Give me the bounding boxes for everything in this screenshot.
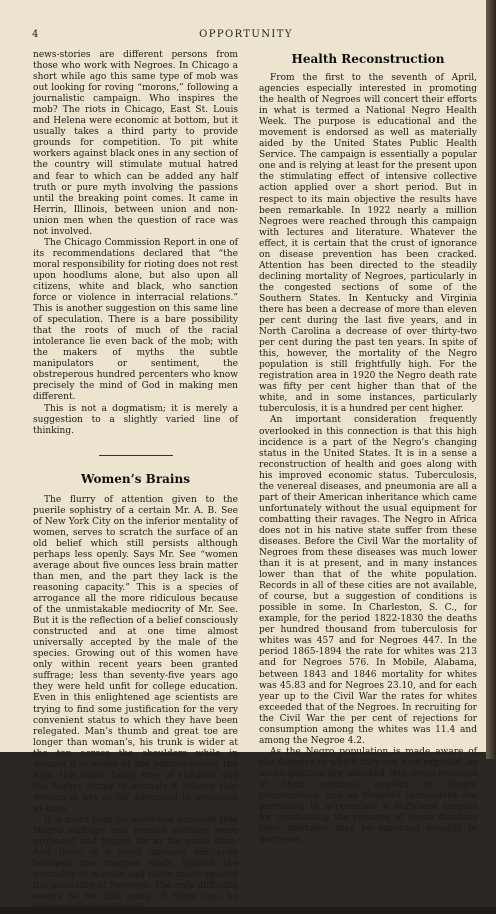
paragraph: As the Negro population is made aware of the dangers to which they are now exposed, as municipalities are shocked into consciousness of their criminal neglect of Negro communities, and as Negroes themselves are permitted to accumulate a sufficient surplus for combatting the ravages of these diseases their mortality may be expected steadily to decrease. [259, 746, 477, 846]
paragraph: This is not a dogmatism; it is merely a suggestion to a slightly varied line of thinking. [33, 403, 238, 436]
section-heading-health-reconstruction: Health Reconstruction [291, 52, 445, 66]
paragraph: news-stories are different persons from those who work with Negroes. In Chicago a short while ago this same type of mob was out looking for roving “morons,” following a journalistic campaign. Who inspires the mob? The riots in Chicago, East St. Louis and Helena were economic at bottom, but it usually takes a third party to provide grounds for competition. To pit white workers against black ones in any section of the country will stimulate mutual hatred and fear to which can be added any half truth or pure myth involving the passions until the breaking point comes. It came in Herrin, Illinois, between union and non-union men when the question of race was not involved. [33, 50, 238, 237]
paragraph: An important consideration frequently overlooked in this connection is that this high incidence is a part of the Negro’s changing status in the United States. It is in a sense a reconstruction of health and goes along with his improved economic status. Tuberculosis, the venereal diseases, and pneumonia are all a part of their American inheritance which came unfortunately without the usual equipment for combatting their ravages. The Negro in Africa does not in his native state suffer from these diseases. Before the Civil War the mortality of Negroes from these diseases was much lower than it is at present, and in many instances lower than that of the white population. Records in all of these cities are not available, of course, but a suggestion of conditions is possible in some. In Charleston, S. C., for example, for the period 1822-1830 the deaths per hundred thousand from tuberculosis for whites was 457 and for Negroes 447. In the period 1865-1894 the rate for whites was 213 and for Negroes 576. In Mobile, Alabama, between 1843 and 1846 mortality for whites was 45.83 and for Negroes 23.10, and for each year up to the Civil War the rates for whites exceeded that of the Negroes. In recruiting for the Civil War the per cent of rejections for consumption among the whites was 11.4 and among the Negroe 4.2. [259, 415, 477, 746]
section-divider [99, 455, 173, 456]
page-number: 4 [32, 29, 39, 40]
page-header [22, 29, 470, 45]
running-title: OPPORTUNITY [199, 29, 293, 40]
paragraph: From the first to the seventh of April, agencies especially interested in promoting the health of Negroes will concert their efforts in what is termed a National Negro Health Week. The purpose is educational and the movement is endorsed as well as materially aided by the United States Public Health Service. The campaign is essentially a popular one and is relying at least for the present upon the stimulating effect of intensive collective action applied over a short period. But in respect to its main objective the results have been remarkable. In 1922 nearly a million Negroes were reached through this campaign with lectures and literature. Whatever the effect, it is certain that the crust of ignorance on disease prevention has been cracked. Attention has been directed to the steadily declining mortality of Negroes, particularly in the congested sections of some of the Southern States. In Kentucky and Virginia there has been a decrease of more than eleven per cent during the last five years, and in North Carolina a decrease of over thirty-two per cent during the past ten years. In spite of this, however, the mortality of the Negro population is still frightfully high. For the registration area in 1920 the Negro death rate was fifty per cent higher than that of the white, and in some instances, particularly tuberculosis, it is a hundred per cent higher. [259, 73, 477, 415]
paragraph: The flurry of attention given to the puerile sophistry of a certain Mr. A. B. See of New York City on the inferior mentality of women, serves to scratch the surface of an old belief which still persists although perhaps less openly. Says Mr. See “women average about five ounces less brain matter than men, and the part they lack is the reasoning capacity.” This is a species of arrogance all the more ridiculous because of the unmistakable mediocrity of Mr. See. But it is the reflection of a belief consciously constructed and at one time almost universally accepted by the male of the species. Growing out of this women have only within recent years been granted suffrage; less than seventy-five years ago they were held unfit for college education. Even in this enlightened age scientists are trying to find some justification for the very convenient status to which they have been relegated. Man’s thumb and great toe are longer than woman’s, his trunk is wider at the top across the shoulders while in woman it is wider at the bottom across the hips: this latter being true of children and the higher forms of animals it follows that woman is not as far advanced in evolution as man. [33, 494, 238, 814]
paragraph: It is more than an historical accident that Negro suffrage and woman suffrage were proposed and fought for at the same time. And there is a most uncanny similarity between the charges made against the mentality of women and those made against the mentality of Negroes. The only difficulty seems to be that none of them can be [33, 815, 238, 903]
page-bottom-edge [0, 907, 496, 914]
paragraph: The Chicago Commission Report in one of its recommendations declared that “the moral responsibility for rioting does not rest upon hoodlums alone, but also upon all citizens, white and black, who sanction force or violence in interracial relations.” This is another suggestion on this same line of speculation. There is a bare possibility that the roots of much of the racial intolerance lie even back of the mob; with the makers of myths the subtle manipulators or sentiment, the obstreperous hundred percenters who know precisely the mind of God in making men different. [33, 237, 238, 403]
book-spine-shadow [486, 0, 496, 759]
left-column [33, 50, 238, 914]
right-column [259, 50, 477, 846]
section-heading-womens-brains: Women’s Brains [81, 471, 190, 486]
